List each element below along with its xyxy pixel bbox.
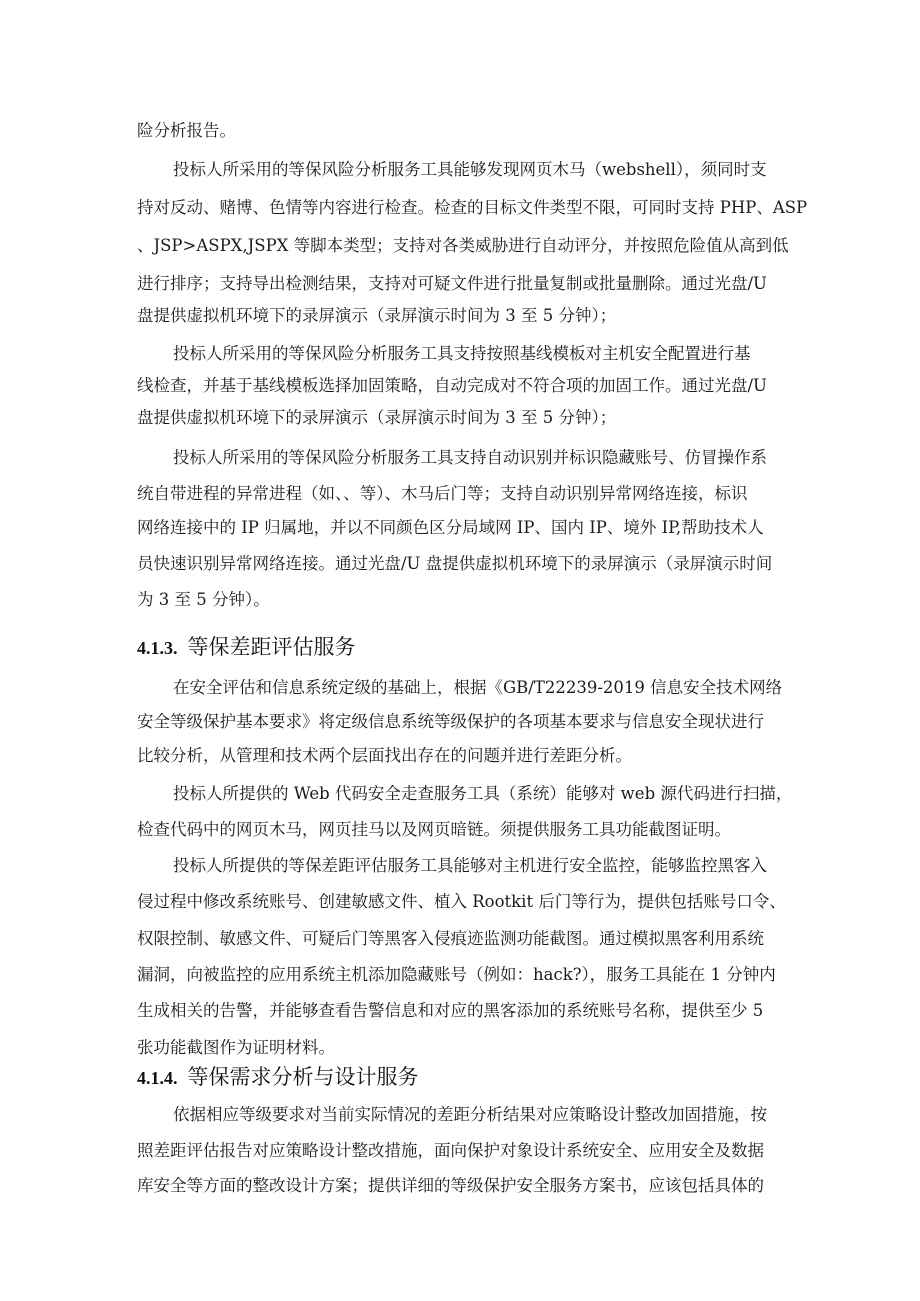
paragraph-line: 生成相关的告警，并能够查看告警信息和对应的黑客添加的系统账号名称，提供至少 5: [137, 1001, 764, 1020]
paragraph-line: 盘提供虚拟机环境下的录屏演示（录屏演示时间为 3 至 5 分钟）；: [137, 408, 617, 427]
paragraph-line: 险分析报告。: [137, 121, 236, 140]
paragraph-line: 投标人所提供的等保差距评估服务工具能够对主机进行安全监控，能够监控黑客入: [173, 856, 767, 875]
paragraph-line: 投标人所采用的等保风险分析服务工具支持自动识别并标识隐藏账号、仿冒操作系: [173, 448, 767, 467]
paragraph-line: 检查代码中的网页木马，网页挂马以及网页暗链。须提供服务工具功能截图证明。: [137, 820, 731, 839]
paragraph-line: 库安全等方面的整改设计方案；提供详细的等级保护安全服务方案书，应该包括具体的: [137, 1176, 764, 1195]
section-number: 4.1.4.: [137, 1068, 178, 1088]
paragraph-line: 为 3 至 5 分钟）。: [137, 590, 270, 609]
paragraph-line: 权限控制、敏感文件、可疑后门等黑客入侵痕迹监测功能截图。通过模拟黑客利用系统: [137, 929, 764, 948]
paragraph-line: 持对反动、赌博、色情等内容进行检查。检查的目标文件类型不限，可同时支持 PHP、ASP: [137, 198, 808, 217]
section-number: 4.1.3.: [137, 638, 178, 658]
paragraph-line: 漏洞，向被监控的应用系统主机添加隐藏账号（例如：hack?），服务工具能在 1 分钟内: [137, 965, 776, 984]
paragraph-line: 进行排序；支持导出检测结果，支持对可疑文件进行批量复制或批量删除。通过光盘/U: [137, 274, 767, 293]
paragraph-line: 侵过程中修改系统账号、创建敏感文件、植入 Rootkit 后门等行为，提供包括账号口令、: [137, 892, 786, 911]
paragraph-line: 依据相应等级要求对当前实际情况的差距分析结果对应策略设计整改加固措施，按: [173, 1105, 767, 1124]
section-title: 等保差距评估服务: [187, 635, 356, 659]
paragraph-line: 网络连接中的 IP 归属地，并以不同颜色区分局域网 IP、国内 IP、境外 IP,帮助技术人: [137, 518, 764, 537]
section-title: 等保需求分析与设计服务: [187, 1065, 419, 1089]
paragraph-line: 张功能截图作为证明材料。: [137, 1038, 335, 1057]
section-heading-4-1-3: [137, 630, 920, 664]
paragraph-line: 投标人所采用的等保风险分析服务工具能够发现网页木马（webshell），须同时支: [173, 160, 767, 179]
paragraph-line: 照差距评估报告对应策略设计整改措施，面向保护对象设计系统安全、应用安全及数据: [137, 1141, 764, 1160]
paragraph-line: 安全等级保护基本要求》将定级信息系统等级保护的各项基本要求与信息安全现状进行: [137, 712, 764, 731]
paragraph-line: 比较分析，从管理和技术两个层面找出存在的问题并进行差距分析。: [137, 746, 632, 765]
paragraph-line: 、JSP>ASPX,JSPX 等脚本类型；支持对各类威胁进行自动评分，并按照危险值从高到低: [137, 236, 789, 255]
paragraph-line: 盘提供虚拟机环境下的录屏演示（录屏演示时间为 3 至 5 分钟）；: [137, 306, 617, 325]
paragraph-line: 员快速识别异常网络连接。通过光盘/U 盘提供虚拟机环境下的录屏演示（录屏演示时间: [137, 554, 773, 573]
paragraph-line: 在安全评估和信息系统定级的基础上，根据《GB/T22239-2019 信息安全技术网络: [173, 678, 783, 697]
paragraph-line: 统自带进程的异常进程（如、、等）、木马后门等；支持自动识别异常网络连接，标识: [137, 484, 748, 503]
paragraph-line: 线检查，并基于基线模板选择加固策略，自动完成对不符合项的加固工作。通过光盘/U: [137, 376, 767, 395]
paragraph-line: 投标人所提供的 Web 代码安全走查服务工具（系统）能够对 web 源代码进行扫描，: [173, 784, 793, 803]
section-heading-4-1-4: [137, 1060, 920, 1094]
paragraph-line: 投标人所采用的等保风险分析服务工具支持按照基线模板对主机安全配置进行基: [173, 344, 751, 363]
